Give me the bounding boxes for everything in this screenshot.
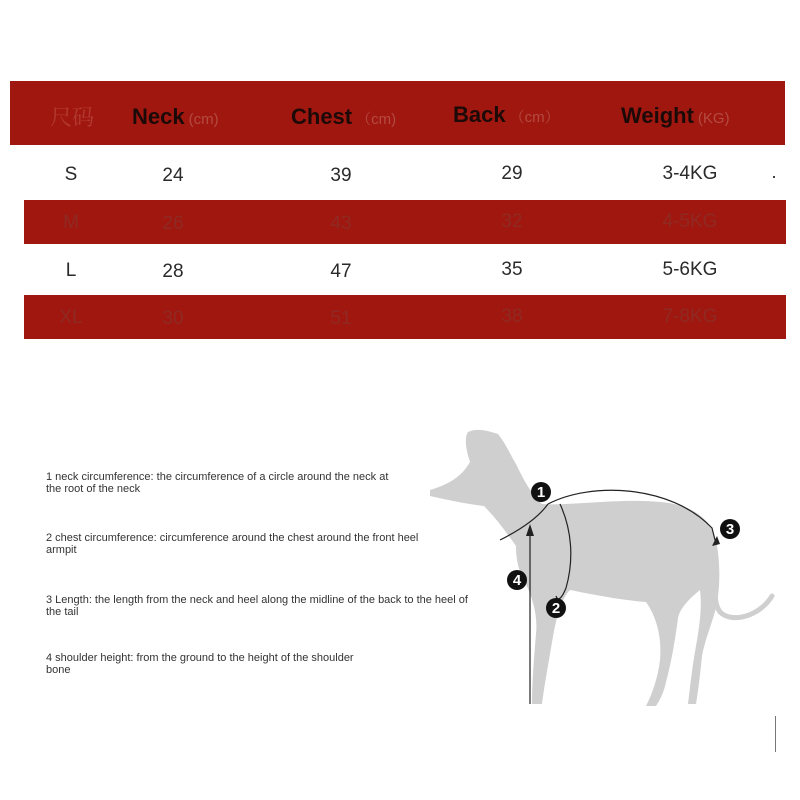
- header-neck: [132, 104, 219, 130]
- marker-2-label: 2: [551, 600, 561, 617]
- header-back: [453, 102, 560, 128]
- cell-neck: 28: [162, 261, 184, 282]
- header-back-label: Back: [453, 102, 506, 127]
- desc-chest: 2 chest circumference: circumference around the chest around the front heel armpit: [46, 532, 419, 556]
- header-chest-unit: （cm): [356, 111, 397, 128]
- marker-1: [531, 482, 551, 502]
- dog-measurement-diagram: [420, 420, 790, 720]
- header-neck-label: Neck: [132, 104, 185, 129]
- header-weight-label: Weight: [621, 103, 694, 128]
- desc-length: 3 Length: the length from the neck and heel along the midline of the back to the heel of the tail: [46, 594, 468, 618]
- cell-weight: 5-6KG: [662, 259, 718, 280]
- cell-chest: 43: [330, 213, 352, 234]
- cell-back: 29: [501, 163, 523, 184]
- cell-neck: 26: [162, 213, 184, 234]
- cell-size: S: [64, 164, 78, 185]
- marker-4-label: 4: [512, 572, 522, 589]
- cell-back: 38: [501, 306, 523, 327]
- header-weight-unit: (KG): [697, 110, 730, 127]
- cell-weight: 4-5KG: [662, 211, 718, 232]
- marker-1-label: 1: [536, 484, 546, 501]
- desc-neck: 1 neck circumference: the circumference of a circle around the neck at the root of the neck: [46, 471, 389, 495]
- header-weight: [621, 103, 730, 129]
- desc-height: 4 shoulder height: from the ground to the height of the shoulder bone: [46, 652, 354, 676]
- stray-dot: [773, 176, 775, 178]
- header-back-unit: （cm）: [509, 109, 560, 126]
- cell-back: 32: [501, 211, 523, 232]
- cell-weight: 3-4KG: [662, 163, 718, 184]
- header-chest: [291, 104, 396, 130]
- marker-4: [507, 570, 527, 590]
- cell-neck: 24: [162, 165, 184, 186]
- cell-chest: 47: [330, 261, 352, 282]
- dog-tail: [714, 554, 772, 618]
- cell-back: 35: [501, 259, 523, 280]
- cell-size: XL: [59, 307, 83, 328]
- marker-3: [720, 519, 740, 539]
- marker-3-label: 3: [725, 521, 735, 538]
- marker-2: [546, 598, 566, 618]
- cell-weight: 7-8KG: [662, 306, 718, 327]
- header-chest-label: Chest: [291, 104, 353, 129]
- cell-chest: 51: [330, 308, 352, 329]
- cell-size: M: [63, 212, 79, 233]
- cell-chest: 39: [330, 165, 352, 186]
- dog-silhouette: [430, 430, 719, 706]
- corner-divider: [775, 716, 776, 752]
- cell-neck: 30: [162, 308, 184, 329]
- dog-diagram-svg: [420, 420, 790, 720]
- header-neck-unit: (cm): [188, 111, 219, 128]
- header-size: 尺码: [50, 105, 95, 130]
- cell-size: L: [65, 260, 77, 281]
